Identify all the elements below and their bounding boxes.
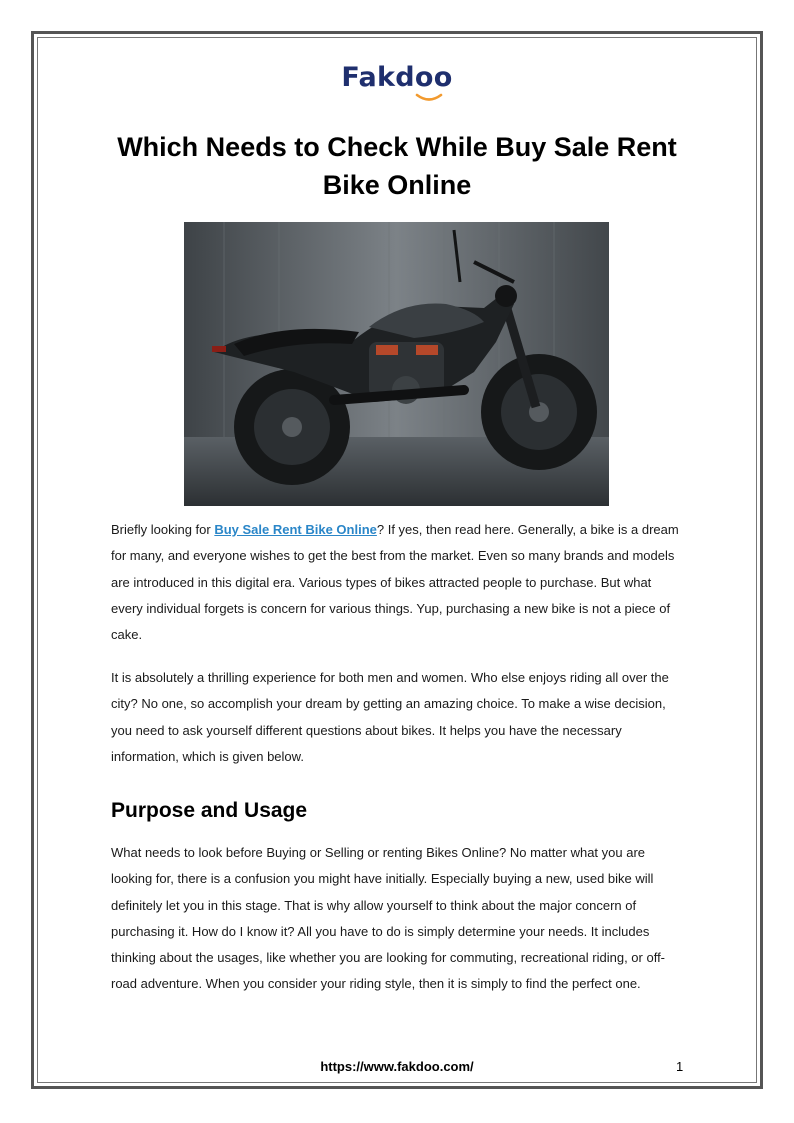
logo-text: Fakdoo — [341, 62, 453, 93]
buy-sale-rent-bike-link[interactable]: Buy Sale Rent Bike Online — [214, 522, 377, 537]
paragraph-2: It is absolutely a thrilling experience for both men and women. Who else enjoys riding all over the city? No one, so accomplish your dream by getting an amazing choice. To make a wise decision, you need to ask yourself different questions about bikes. It helps you have the necessary information, which is given below. — [111, 670, 669, 764]
section-heading: Purpose and Usage — [111, 799, 308, 822]
page-number: 1 — [676, 1059, 684, 1074]
footer-url[interactable]: https://www.fakdoo.com/ — [320, 1059, 474, 1074]
intro-text-end: ? If yes, then read here. Generally, a bike is a dream for many, and everyone wishes to get the best from the market. Even so many brands and models are introduced in this digital era. Various types of bikes attracted people to purchase. But what every individual forgets is concern for various things. Yup, purchasing a new bike is not a piece of cake. — [111, 522, 679, 643]
intro-text-start: Briefly looking for — [111, 522, 215, 537]
page-title: Which Needs to Check While Buy Sale Rent Bike Online — [117, 132, 677, 200]
intro-paragraph — [111, 517, 686, 648]
brand-logo[interactable] — [0, 62, 794, 93]
hero-image — [184, 222, 609, 506]
paragraph-3: What needs to look before Buying or Selling or renting Bikes Online? No matter what you are looking for, there is a confusion you might have initially. Especially buying a new, used bike will definitely let you in this stage. That is why allow yourself to think about the major concern of purchasing it. How do I know it? All you have to do is simply determine your needs. It includes thinking about the usages, like whether you are looking for commuting, recreational riding, or off-road adventure. When you consider your riding style, then it is simply to find the perfect one. — [111, 845, 666, 992]
motorcycle-photo-icon — [184, 222, 609, 506]
smile-icon — [414, 92, 444, 104]
